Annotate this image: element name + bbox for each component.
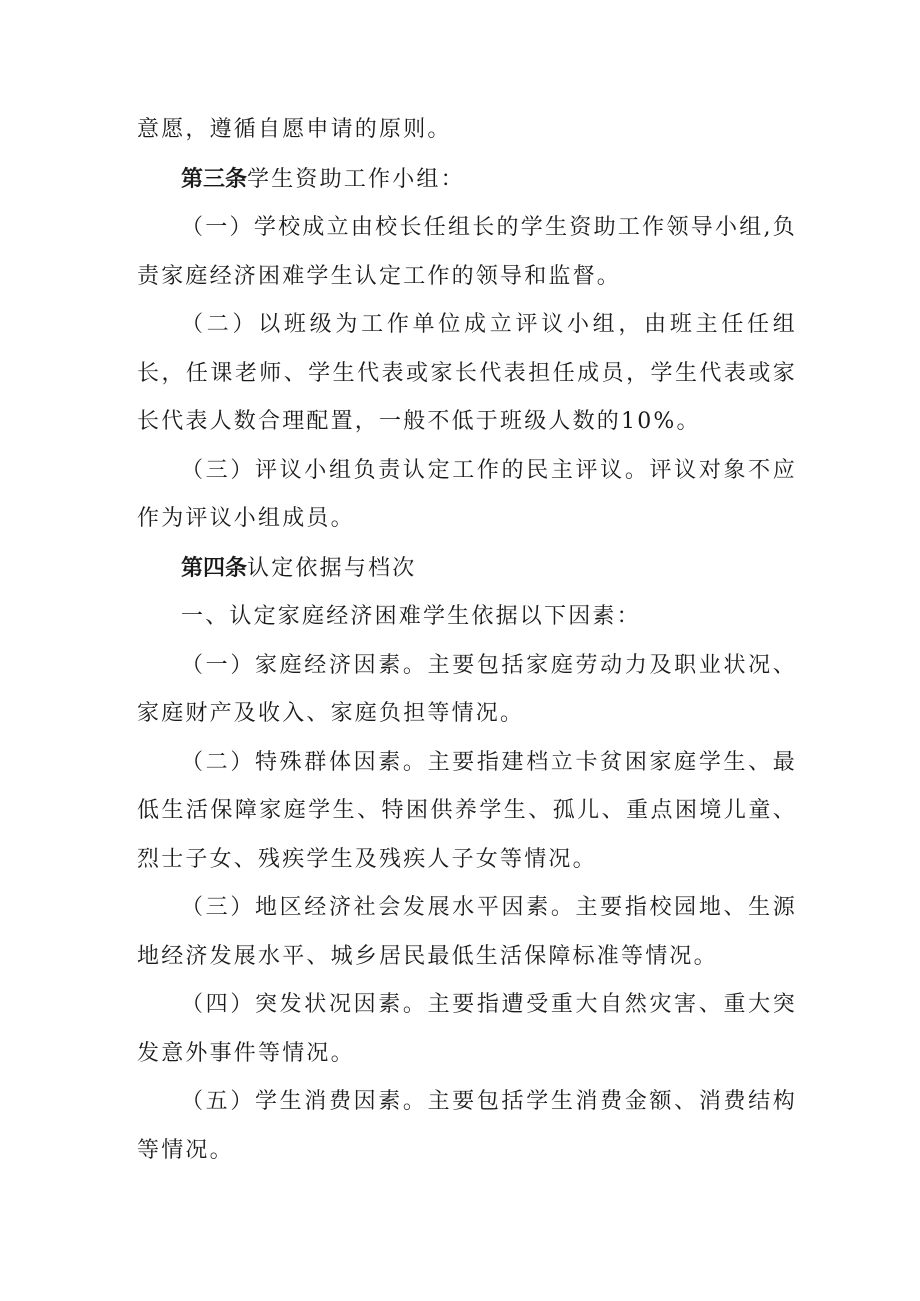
paragraph-text: （四）突发状况因素。主要指遭受重大自然灾害、重大突发意外事件等情况。 — [137, 992, 797, 1066]
paragraph-item-3 — [137, 447, 797, 544]
factor-emergency — [137, 981, 797, 1078]
article-four-title — [137, 544, 797, 594]
paragraph-text: （二）以班级为工作单位成立评议小组，由班主任任组长，任课老师、学生代表或家长代表担任成员，学生代表或家长代表人数合理配置，一般不低于班级人数的10%。 — [137, 312, 797, 434]
paragraph-item-2 — [137, 301, 797, 447]
section-one-title — [137, 593, 797, 642]
paragraph-text: 一、认定家庭经济困难学生依据以下因素： — [181, 604, 641, 629]
article-title-text: 认定依据与档次 — [247, 555, 417, 581]
article-heading: 第四条 — [181, 554, 248, 581]
article-three-title — [137, 155, 797, 205]
article-title-text: 学生资助工作小组： — [247, 166, 465, 192]
paragraph-text: （五）学生消费因素。主要包括学生消费金额、消费结构等情况。 — [137, 1089, 797, 1163]
factor-regional — [137, 884, 797, 981]
paragraph-text: （一）家庭经济因素。主要包括家庭劳动力及职业状况、家庭财产及收入、家庭负担等情况。 — [137, 652, 797, 726]
paragraph-text: （三）地区经济社会发展水平因素。主要指校园地、生源地经济发展水平、城乡居民最低生活保障标准等情况。 — [137, 895, 797, 969]
document-page — [137, 106, 797, 1175]
factor-special-groups — [137, 739, 797, 885]
paragraph-text: （三）评议小组负责认定工作的民主评议。评议对象不应作为评议小组成员。 — [137, 457, 797, 531]
paragraph-text: 意愿，遵循自愿申请的原则。 — [137, 117, 452, 142]
paragraph-text: （一）学校成立由校长任组长的学生资助工作领导小组,负责家庭经济困难学生认定工作的领导和监督。 — [137, 215, 797, 289]
paragraph-continuation — [137, 106, 797, 155]
factor-consumption — [137, 1078, 797, 1175]
paragraph-item-1 — [137, 204, 797, 301]
paragraph-text: （二）特殊群体因素。主要指建档立卡贫困家庭学生、最低生活保障家庭学生、特困供养学生、孤儿、重点困境儿童、烈士子女、残疾学生及残疾人子女等情况。 — [137, 749, 797, 872]
article-heading: 第三条 — [181, 165, 248, 192]
factor-economic — [137, 642, 797, 739]
